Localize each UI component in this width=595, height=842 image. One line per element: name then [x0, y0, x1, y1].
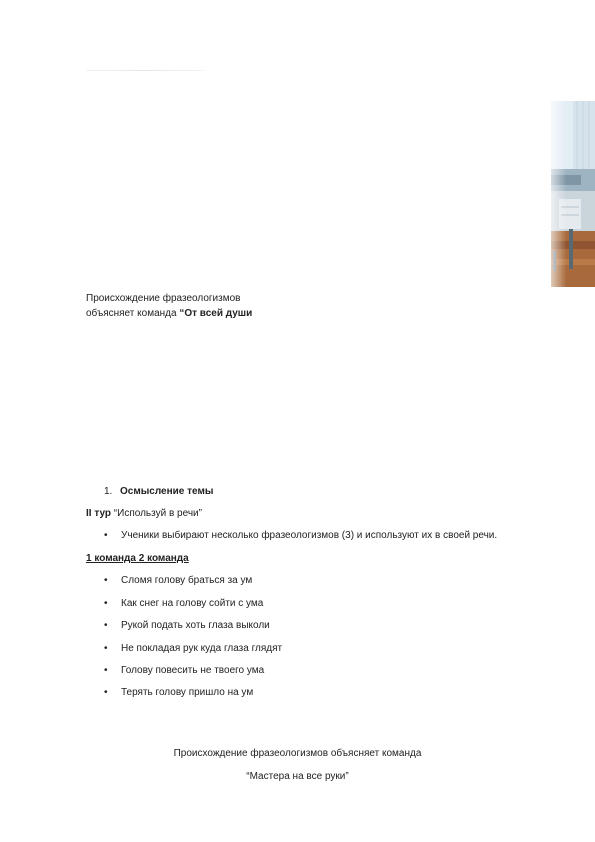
- faint-divider: [86, 70, 204, 71]
- team-name-bold: “От всей души: [179, 308, 253, 319]
- idiom-text: Терять голову пришло на ум: [121, 687, 254, 698]
- list-item: [104, 687, 253, 699]
- instruction-bullet: [104, 530, 497, 542]
- list-item: [104, 665, 264, 677]
- bullet-icon: •: [104, 687, 108, 698]
- tour-line: [86, 508, 202, 520]
- bullet-icon: •: [104, 643, 108, 654]
- intro-line-1: Происхождение фразеологизмов: [86, 293, 241, 304]
- instruction-text: Ученики выбирают несколько фразеологизмов (3) и используют их в своей речи.: [121, 530, 498, 541]
- closing-line-2: “Мастера на все руки”: [246, 771, 349, 782]
- bullet-icon: •: [104, 530, 108, 541]
- tour-label: II тур: [86, 508, 112, 519]
- bullet-icon: •: [104, 575, 108, 586]
- closing-line-1: Происхождение фразеологизмов объясняет команда: [173, 748, 422, 759]
- idiom-text: Как снег на голову сойти с ума: [121, 598, 264, 609]
- numbered-item: [104, 486, 213, 498]
- bullet-icon: •: [104, 598, 108, 609]
- intro-line-2-text: объясняет команда: [86, 308, 180, 319]
- list-item: [104, 575, 252, 587]
- tour-title: “Используй в речи”: [111, 508, 202, 519]
- teams-heading: 1 команда 2 команда: [86, 553, 189, 564]
- idiom-text: Не покладая рук куда глаза глядят: [121, 643, 283, 654]
- list-item: [104, 598, 263, 610]
- classroom-photo: [551, 101, 595, 287]
- bullet-icon: •: [104, 620, 108, 631]
- intro-line-2: [86, 306, 252, 321]
- bullet-icon: •: [104, 665, 108, 676]
- list-item: [104, 620, 270, 632]
- intro-paragraph: [86, 291, 252, 321]
- list-item: [104, 643, 282, 655]
- section-heading: Осмысление темы: [120, 486, 214, 497]
- idiom-text: Рукой подать хоть глаза выколи: [121, 620, 270, 631]
- item-number: 1.: [104, 486, 113, 497]
- idiom-text: Сломя голову браться за ум: [121, 575, 253, 586]
- idiom-text: Голову повесить не твоего ума: [121, 665, 265, 676]
